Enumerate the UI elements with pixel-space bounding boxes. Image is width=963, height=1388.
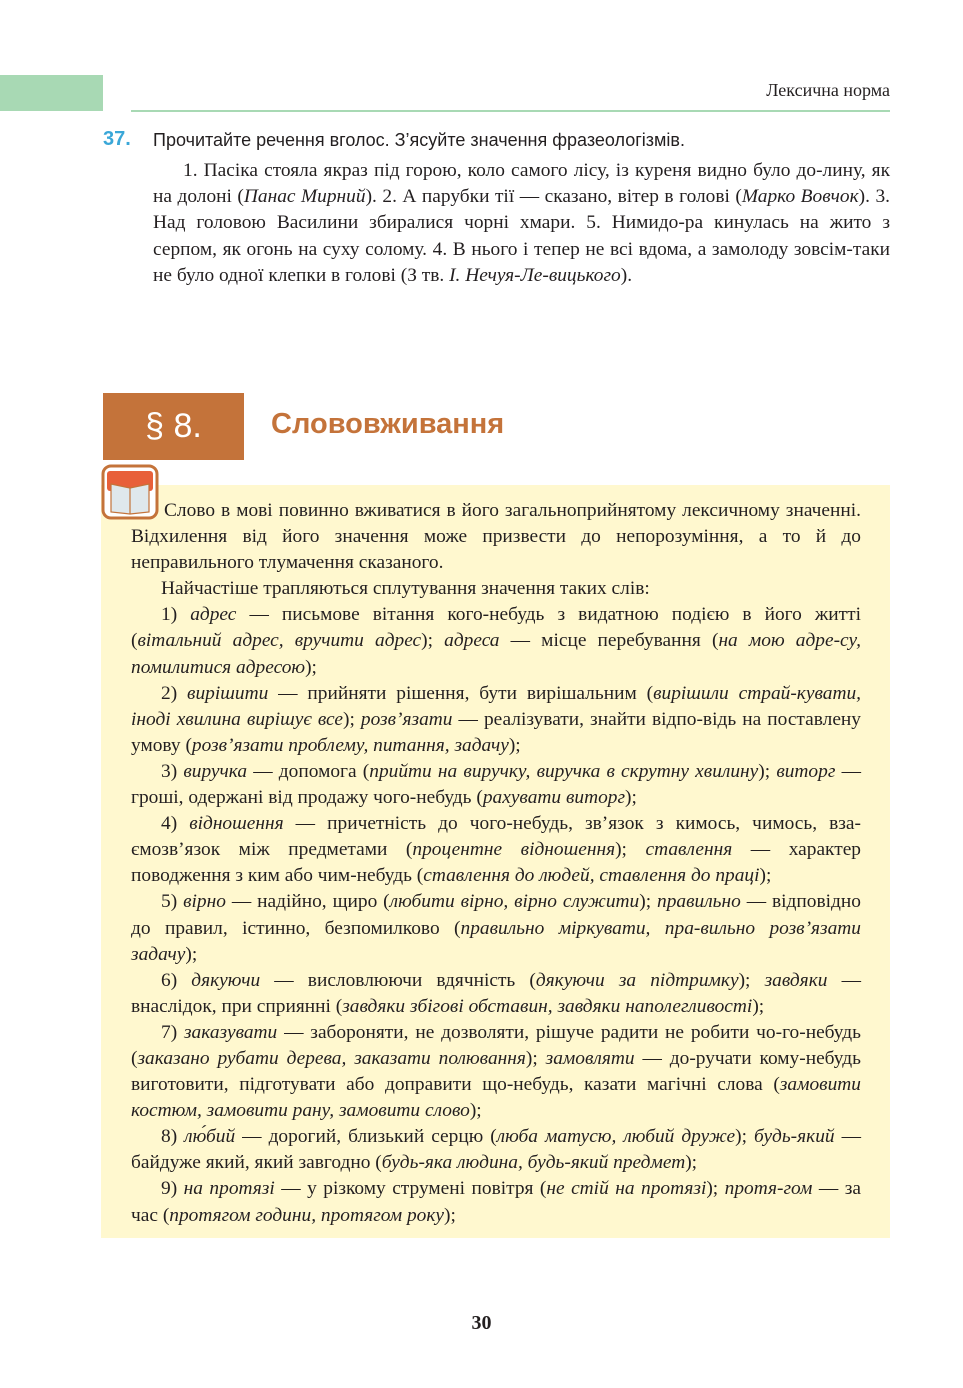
list-item: 8) лю́бий — дорогий, близький серцю (люба матусю, любий друже); будь-який — байдуже який, який завгодно (будь-яка людина, будь-який предмет); — [131, 1126, 861, 1174]
exercise-number: 37. — [103, 128, 131, 150]
list-item: 4) відношення — причетність до чого-небудь, зв’язок з кимось, чимось, вза-ємозв’язок між предметами (процентне відношення); ставлення — характер поводження з ким або чим-небудь (ставлення до людей, ставлення до праці); — [131, 813, 861, 887]
exercise-text: 1. Пасіка стояла якраз під горою, коло самого лісу, із куреня видно було до-лину, як на долоні (Панас Мирний). 2. А парубки тії — сказано, вітер в голові (Марко Вовчок). 3. Над головою Василини збиралися чорні хмари. 5. Нимидо-ра кинулась на жито з серпом, як огонь на суху солому. 4. В нього і тепер не всі вдома, а замолоду зовсім-таки не було одної клепки в голові (З тв. І. Нечуя-Ле-вицького). — [153, 160, 891, 286]
list-item: 9) на протязі — у різкому струмені повітря (не стій на протязі); протя-гом — за час (протягом години, протягом року); — [131, 1178, 861, 1226]
list-item: 3) виручка — допомога (прийти на виручку, виручка в скрутну хвилину); виторг — гроші, одержані від продажу чого-небудь (рахувати виторг); — [131, 760, 861, 809]
list-item: 2) вирішити — прийняти рішення, бути вирішальним (вирішили страй-кувати, іноді хвилина вирішує все); розв’язати — реалізувати, знайти відпо-відь на поставлену умову (розв’язати проблему, питання, задачу); — [131, 682, 861, 756]
rule-text — [131, 498, 861, 1229]
list-item: 5) вірно — надійно, щиро (любити вірно, вірно служити); правильно — відповідно до правил, істинно, безпомилково (правильно міркувати, пра-вильно розв’язати задачу); — [131, 891, 862, 965]
rule-lead: Найчастіше трапляються сплутування значення таких слів: — [161, 578, 650, 600]
header-green-tab — [0, 75, 103, 111]
list-item: 1) адрес — письмове вітання кого-небудь з видатною подією в його житті (вітальний адрес, вручити адрес); адреса — місце перебування (на мою адре-су, помилитися адресою); — [131, 604, 861, 678]
header-rule — [131, 110, 890, 112]
page-number: 30 — [471, 1312, 492, 1334]
list-item: 6) дякуючи — висловлюючи вдячність (дякуючи за підтримку); завдяки — внаслідок, при сприянні (завдяки збігові обставин, завдяки наполегливості); — [131, 969, 861, 1017]
section-number: § 8. — [103, 393, 244, 460]
list-item: 7) заказувати — забороняти, не дозволяти, рішуче радити не робити чо-го-небудь (заказано рубати дерева, заказати полювання); замовляти — до-ручати кому-небудь виготовити, підготувати або доправити що-небудь, казати магічні слова (замовити костюм, замовити рану, замовити слово); — [131, 1021, 861, 1122]
running-head: Лексична норма — [766, 80, 890, 100]
rule-intro: Слово в мові повинно вживатися в його загальноприйнятому лексичному значенні. Відхилення від його значення може призвести до непорозуміння, а то й до неправильного тлумачення сказаного. — [131, 500, 861, 574]
section-title: Слововживання — [271, 408, 505, 440]
exercise-task: Прочитайте речення вголос. З’ясуйте значення фразеологізмів. — [153, 130, 685, 150]
